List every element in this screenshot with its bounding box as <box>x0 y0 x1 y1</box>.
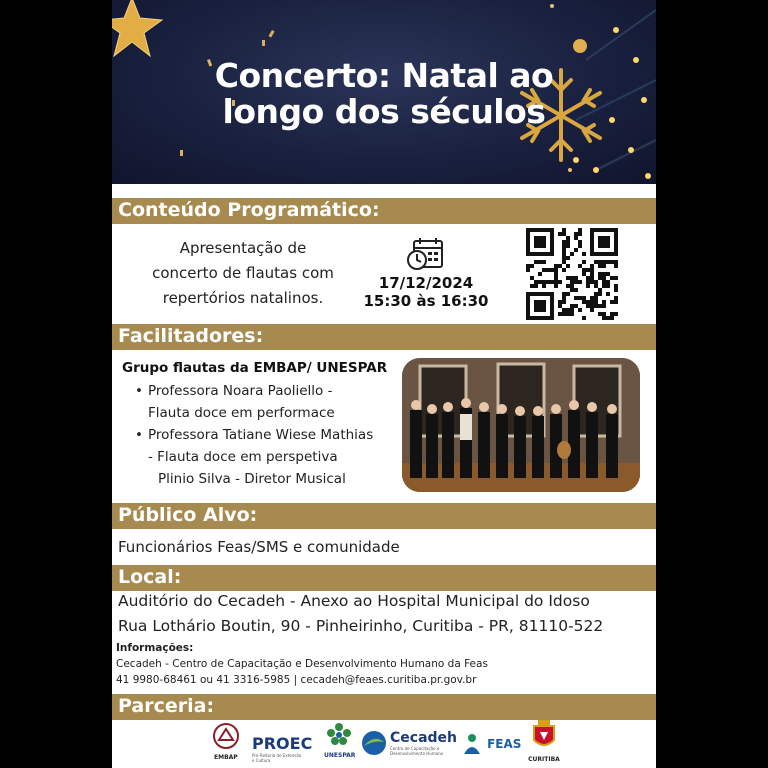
program-desc-line1: Apresentação de <box>179 239 307 257</box>
section-bar-publico <box>112 503 656 529</box>
cecadeh-text <box>390 730 457 756</box>
section-bar-parceria <box>112 694 656 720</box>
cecadeh-sub1: Centro de Capacitação e <box>390 746 440 751</box>
proec-logo <box>252 734 312 763</box>
cecadeh-emblem-icon <box>360 730 388 756</box>
header-banner <box>112 0 656 184</box>
facilitators-group-title: Grupo flautas da EMBAP/ UNESPAR <box>122 360 388 376</box>
event-title-line1: Concerto: Natal ao <box>214 56 554 95</box>
location-line1: Auditório do Cecadeh - Anexo ao Hospital Municipal do Idoso <box>118 592 590 610</box>
section-title-local: Local: <box>118 566 182 588</box>
group-photo <box>402 358 640 492</box>
poster <box>112 0 656 768</box>
section-bar-local <box>112 565 656 591</box>
location-line2: Rua Lothário Boutin, 90 - Pinheirinho, Curitiba - PR, 81110-522 <box>118 617 604 635</box>
program-desc-line2: concerto de flautas com <box>152 264 334 282</box>
facilitator-line: Flauta doce em performace <box>148 405 335 421</box>
cecadeh-logo <box>360 730 388 760</box>
qr-code[interactable] <box>526 228 618 320</box>
unespar-emblem-icon <box>324 722 354 748</box>
section-bar-facilitadores <box>112 324 656 350</box>
info-line2: 41 9980-68461 ou 41 3316-5985 | cecadeh@feaes.curitiba.pr.gov.br <box>116 674 477 686</box>
facilitators-list <box>134 380 374 490</box>
partner-logos <box>112 722 656 768</box>
cecadeh-label: Cecadeh <box>390 730 457 746</box>
proec-label: PROEC <box>252 734 313 753</box>
info-label: Informações: <box>116 642 194 654</box>
program-description <box>132 236 354 311</box>
unespar-label: UNESPAR <box>324 752 356 759</box>
section-title-conteudo: Conteúdo Programático: <box>118 199 380 221</box>
section-bar-conteudo <box>112 198 656 224</box>
curitiba-crest-icon <box>528 718 560 752</box>
event-date: 17/12/2024 <box>378 274 474 292</box>
info-line1: Cecadeh - Centro de Capacitação e Desenvolvimento Humano da Feas <box>116 658 488 670</box>
feas-label: FEAS <box>487 737 522 751</box>
embap-label: EMBAP <box>214 754 238 761</box>
facilitator-line: • Professora Tatiane Wiese Mathias <box>148 424 373 446</box>
facilitator-line: Plinio Silva - Diretor Musical <box>158 471 346 487</box>
proec-sub2: e Cultura <box>252 758 271 763</box>
event-title-line2: longo dos séculos <box>222 92 546 131</box>
curitiba-label: CURITIBA <box>528 756 560 763</box>
section-title-parceria: Parceria: <box>118 695 215 717</box>
program-desc-line3: repertórios natalinos. <box>162 289 324 307</box>
feas-emblem-icon <box>462 732 482 756</box>
embap-emblem-icon <box>212 722 240 750</box>
feas-logo <box>462 732 521 756</box>
facilitator-line: • Professora Noara Paoliello - <box>148 380 373 402</box>
event-time: 15:30 às 16:30 <box>363 292 489 310</box>
audience-text: Funcionários Feas/SMS e comunidade <box>118 538 400 556</box>
embap-logo <box>212 722 240 761</box>
facilitator-line: - Flauta doce em perspetiva <box>148 449 338 465</box>
section-title-facilitadores: Facilitadores: <box>118 325 264 347</box>
section-title-publico: Público Alvo: <box>118 504 258 526</box>
curitiba-logo <box>528 718 560 763</box>
event-datetime <box>356 274 496 310</box>
calendar-clock-icon <box>406 238 444 272</box>
proec-sub1: Pró-Reitoria de Extensão <box>252 753 302 758</box>
unespar-logo <box>324 722 355 759</box>
cecadeh-sub2: Desenvolvimento Humano <box>390 751 444 756</box>
group-photo-illustration <box>402 358 640 492</box>
